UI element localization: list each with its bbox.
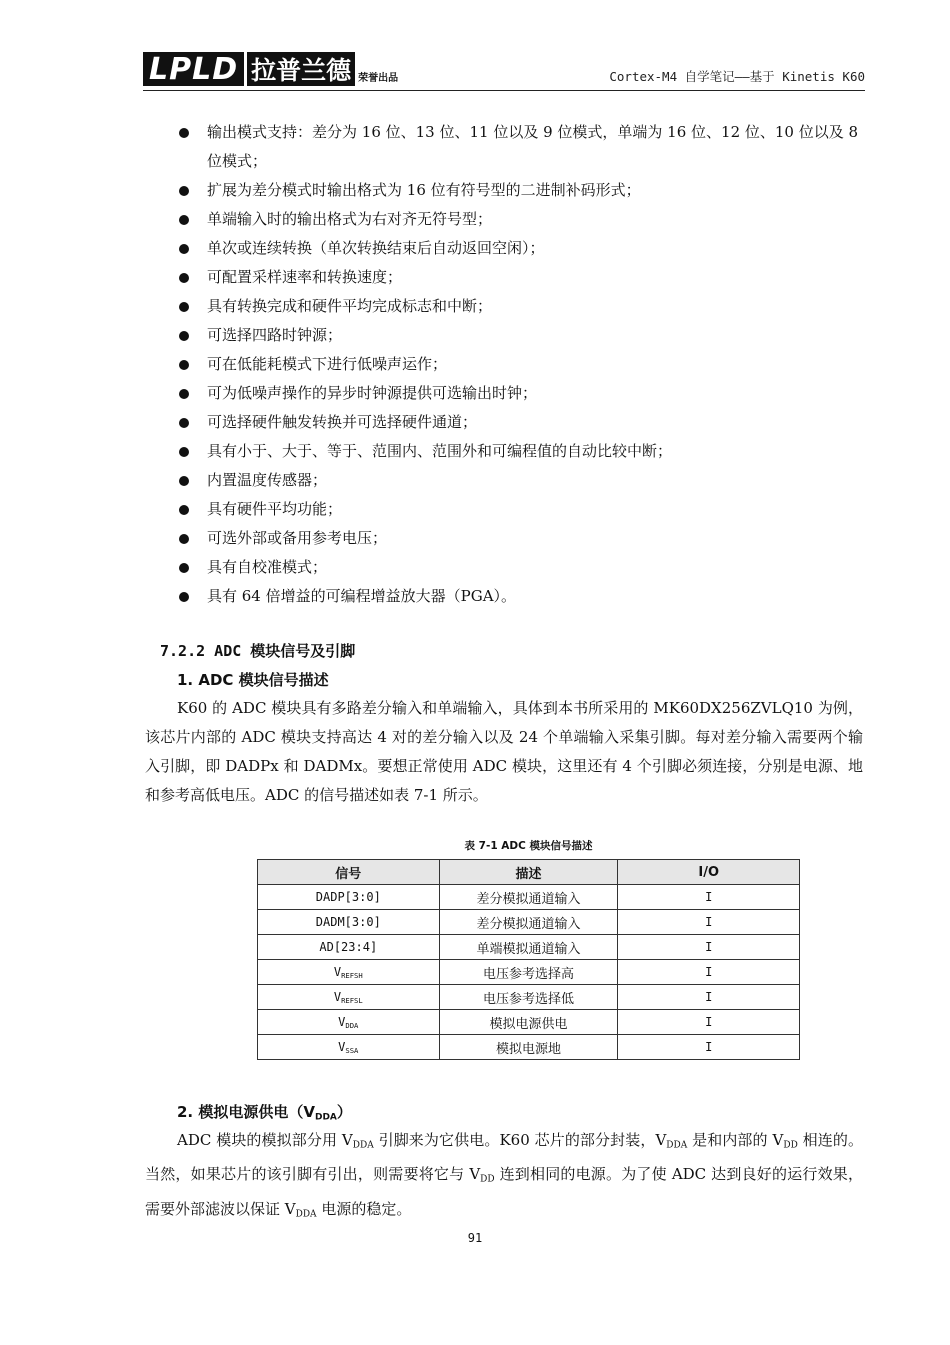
bullet-icon	[179, 447, 189, 457]
bullet-icon	[179, 302, 189, 312]
feature-text: 具有硬件平均功能；	[207, 500, 343, 518]
header-title: Cortex-M4 自学笔记——基于 Kinetis K60	[609, 69, 865, 84]
cell-signal	[258, 960, 440, 985]
p2-subscript: DD	[783, 1140, 798, 1151]
cell-description: 电压参考选择低	[439, 985, 618, 1010]
feature-item	[175, 582, 865, 611]
feature-text: 可选外部或备用参考电压；	[207, 529, 388, 547]
bullet-icon	[179, 534, 189, 544]
signal-main: V	[338, 1039, 346, 1054]
signal-main: V	[333, 989, 342, 1004]
signal-main: V	[338, 1014, 346, 1029]
signal-main: V	[333, 964, 342, 979]
bullet-icon	[179, 505, 189, 515]
signal-table	[257, 859, 800, 1060]
cell-description: 模拟电源地	[439, 1035, 618, 1060]
feature-text: 可选择四路时钟源；	[207, 326, 343, 344]
feature-item	[175, 495, 865, 524]
p2-text: 相连的。当然，如果芯片的该引脚有引出，则需要将它与 V	[145, 1131, 863, 1184]
feature-text: 具有小于、大于、等于、范围内、范围外和可编程值的自动比较中断；	[207, 442, 673, 460]
table-caption: 表 7-1 ADC 模块信号描述	[464, 840, 593, 852]
cell-io: I	[618, 910, 800, 935]
p2-text: 连到相同的电源。为了使 ADC 达到良好的运行效果，需要外部滤波以保证 V	[145, 1165, 863, 1218]
cell-description: 模拟电源供电	[439, 1010, 618, 1035]
cell-signal	[258, 1035, 440, 1060]
feature-text: 可配置采样速率和转换速度；	[207, 268, 403, 286]
cell-description: 单端模拟通道输入	[439, 935, 618, 960]
bullet-icon	[179, 418, 189, 428]
feature-text: 输出模式支持：差分为 16 位、13 位、11 位以及 9 位模式，单端为 16 位、12 位、10 位以及 8 位模式；	[207, 123, 859, 170]
feature-text: 内置温度传感器；	[207, 471, 328, 489]
bullet-icon	[179, 360, 189, 370]
table-header-row	[258, 860, 800, 885]
p2-text: 是和内部的 V	[687, 1131, 784, 1149]
feature-item	[175, 379, 865, 408]
feature-item	[175, 176, 865, 205]
p2-subscript: DDA	[666, 1140, 688, 1151]
logo-text-en: LPLD	[149, 51, 239, 87]
column-header-description: 描述	[439, 860, 618, 885]
p2-text: 引脚来为它供电。K60 芯片的部分封装，V	[373, 1131, 667, 1149]
column-header-signal: 信号	[258, 860, 440, 885]
logo-text-cn: 拉普兰德	[244, 51, 355, 87]
signal-subscript: REFSL	[341, 995, 363, 1005]
cell-io: I	[618, 960, 800, 985]
cell-description: 差分模拟通道输入	[439, 885, 618, 910]
feature-text: 可为低噪声操作的异步时钟源提供可选输出时钟；	[207, 384, 538, 402]
table-row	[258, 935, 800, 960]
feature-item	[175, 350, 865, 379]
cell-io: I	[618, 935, 800, 960]
feature-text: 具有 64 倍增益的可编程增益放大器（PGA）。	[207, 587, 517, 605]
page-header	[143, 48, 865, 91]
cell-signal: DADM[3:0]	[258, 910, 440, 935]
cell-io: I	[618, 1035, 800, 1060]
paragraph-vdda	[145, 1126, 863, 1229]
feature-item	[175, 205, 865, 234]
feature-item	[175, 524, 865, 553]
column-header-io: I/O	[618, 860, 800, 885]
brand-logo	[143, 48, 398, 86]
cell-signal: DADP[3:0]	[258, 885, 440, 910]
bullet-icon	[179, 592, 189, 602]
signal-subscript: DDA	[345, 1020, 359, 1030]
feature-item	[175, 234, 865, 263]
table-row	[258, 985, 800, 1010]
cell-signal	[258, 1010, 440, 1035]
feature-text: 具有自校准模式；	[207, 558, 328, 576]
subsection-heading: 1. ADC 模块信号描述	[177, 671, 329, 689]
feature-text: 可选择硬件触发转换并可选择硬件通道；	[207, 413, 478, 431]
feature-text: 单端输入时的输出格式为右对齐无符号型；	[207, 210, 493, 228]
cell-description: 差分模拟通道输入	[439, 910, 618, 935]
p2-subscript: DDA	[295, 1208, 317, 1219]
bullet-icon	[179, 128, 189, 138]
feature-item	[175, 553, 865, 582]
bullet-icon	[179, 273, 189, 283]
cell-description: 电压参考选择高	[439, 960, 618, 985]
cell-io: I	[618, 1010, 800, 1035]
feature-list	[175, 118, 865, 611]
paragraph-signal-description: K60 的 ADC 模块具有多路差分输入和单端输入，具体到本书所采用的 MK60DX256ZVLQ10 为例，该芯片内部的 ADC 模块支持高达 4 对的差分输入以及 24 个单端输入采集引脚。每对差分输入需要两个输入引脚，即 DADPx 和 DADMx。要想正常使用 ADC 模块，这里还有 4 个引脚必须连接，分别是电源、地和参考高低电压。ADC 的信号描述如表 7-1 所示。	[145, 699, 863, 804]
p2-text: ADC 模块的模拟部分用 V	[177, 1131, 353, 1149]
bullet-icon	[179, 563, 189, 573]
p2-subscript: DDA	[352, 1140, 374, 1151]
feature-item	[175, 408, 865, 437]
logo-box	[143, 52, 355, 86]
cell-signal: AD[23:4]	[258, 935, 440, 960]
bullet-icon	[179, 389, 189, 399]
table-row	[258, 960, 800, 985]
feature-item	[175, 321, 865, 350]
feature-text: 扩展为差分模式时输出格式为 16 位有符号型的二进制补码形式；	[207, 181, 641, 199]
page-number: 91	[467, 1231, 483, 1245]
bullet-icon	[179, 244, 189, 254]
feature-item	[175, 263, 865, 292]
section-heading: 7.2.2 ADC 模块信号及引脚	[160, 642, 356, 660]
feature-text: 可在低能耗模式下进行低噪声运作；	[207, 355, 448, 373]
feature-item	[175, 292, 865, 321]
feature-text: 单次或连续转换（单次转换结束后自动返回空闲）；	[207, 239, 545, 257]
table-row	[258, 910, 800, 935]
bullet-icon	[179, 186, 189, 196]
table-row	[258, 885, 800, 910]
feature-item	[175, 437, 865, 466]
feature-item	[175, 466, 865, 495]
cell-io: I	[618, 885, 800, 910]
table-row	[258, 1010, 800, 1035]
heading-main: 2. 模拟电源供电（V	[177, 1103, 315, 1121]
table-row	[258, 1035, 800, 1060]
signal-subscript: SSA	[345, 1045, 359, 1055]
p2-subscript: DD	[480, 1174, 495, 1185]
feature-item	[175, 118, 865, 176]
bullet-icon	[179, 215, 189, 225]
bullet-icon	[179, 331, 189, 341]
signal-subscript: REFSH	[341, 970, 363, 980]
feature-text: 具有转换完成和硬件平均完成标志和中断；	[207, 297, 493, 315]
p2-text: 电源的稳定。	[316, 1199, 412, 1218]
logo-subtitle: 荣誉出品	[358, 73, 399, 84]
heading-end: ）	[336, 1103, 352, 1121]
cell-io: I	[618, 985, 800, 1010]
cell-signal	[258, 985, 440, 1010]
bullet-icon	[179, 476, 189, 486]
subsection-heading-vdda	[177, 1101, 352, 1122]
heading-subscript: DDA	[314, 1112, 337, 1123]
